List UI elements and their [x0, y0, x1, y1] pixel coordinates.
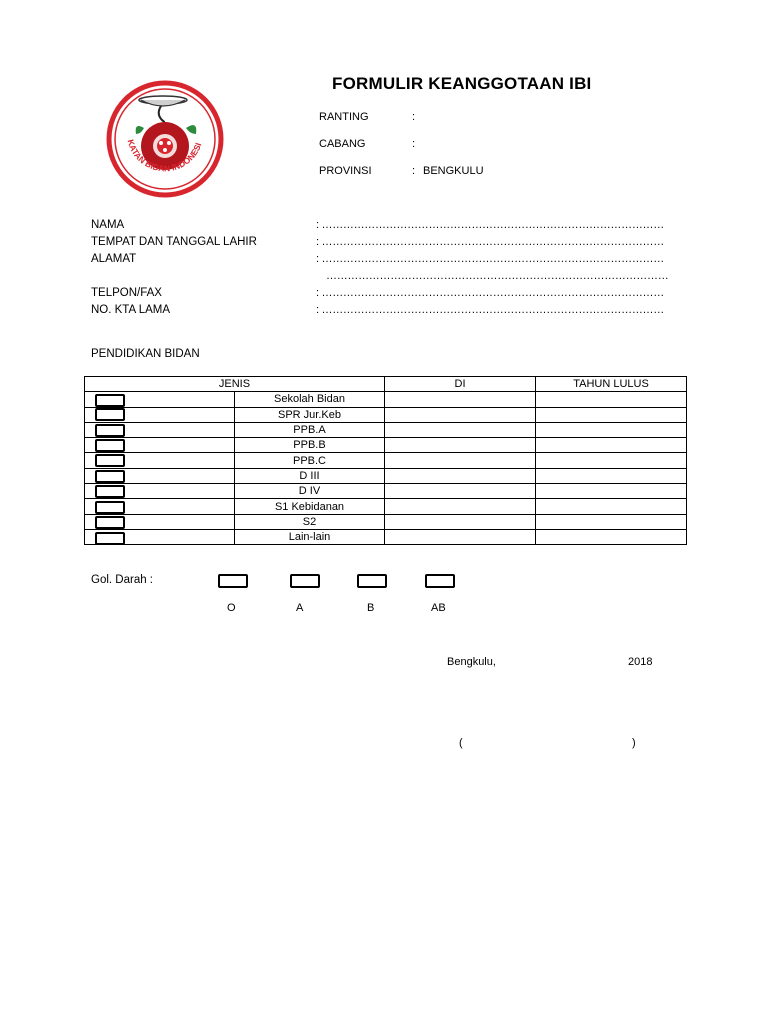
provinsi-colon: :	[412, 165, 416, 177]
table-row	[85, 392, 687, 407]
blood-type-o-label: O	[227, 602, 236, 614]
di-cell[interactable]	[385, 422, 536, 437]
checkbox-d-iv[interactable]	[95, 485, 125, 498]
table-row	[85, 484, 687, 499]
jenis-cell: PPB.A	[235, 422, 385, 437]
checkbox-sekolah-bidan[interactable]	[95, 394, 125, 407]
kta-field[interactable]: : ……………………………………………………………………………………	[316, 304, 664, 316]
di-cell[interactable]	[385, 514, 536, 529]
table-row	[85, 468, 687, 483]
form-title: FORMULIR KEANGGOTAAN IBI	[332, 74, 592, 93]
header-tahun-lulus: TAHUN LULUS	[536, 377, 687, 392]
jenis-cell: Lain-lain	[235, 529, 385, 544]
table-row	[85, 499, 687, 514]
telpon-label: TELPON/FAX	[91, 287, 162, 299]
jenis-cell: Sekolah Bidan	[235, 392, 385, 407]
tahun-cell[interactable]	[536, 453, 687, 468]
checkbox-ppb-c[interactable]	[95, 454, 125, 467]
nama-label: NAMA	[91, 219, 125, 231]
di-cell[interactable]	[385, 407, 536, 422]
ranting-colon: :	[412, 111, 416, 123]
ranting-label: RANTING	[319, 111, 369, 123]
signature-open-paren: (	[459, 737, 463, 749]
jenis-cell: PPB.C	[235, 453, 385, 468]
checkbox-s2[interactable]	[95, 516, 125, 529]
tahun-cell[interactable]	[536, 438, 687, 453]
jenis-cell: S1 Kebidanan	[235, 499, 385, 514]
ibi-logo	[106, 80, 224, 198]
signature-year: 2018	[628, 656, 653, 668]
table-row	[85, 514, 687, 529]
tahun-cell[interactable]	[536, 484, 687, 499]
alamat-field-line2[interactable]: ……………………………………………………………………………………	[326, 270, 669, 282]
signature-place: Bengkulu,	[447, 656, 496, 668]
blood-type-a-checkbox[interactable]	[290, 574, 320, 588]
table-header-row	[85, 377, 687, 392]
checkbox-ppb-a[interactable]	[95, 424, 125, 437]
jenis-cell: D IV	[235, 484, 385, 499]
tahun-cell[interactable]	[536, 468, 687, 483]
table-row	[85, 453, 687, 468]
tahun-cell[interactable]	[536, 529, 687, 544]
table-row	[85, 422, 687, 437]
di-cell[interactable]	[385, 468, 536, 483]
header-di: DI	[385, 377, 536, 392]
tahun-cell[interactable]	[536, 514, 687, 529]
blood-type-b-checkbox[interactable]	[357, 574, 387, 588]
telpon-field[interactable]: : ……………………………………………………………………………………	[316, 287, 664, 299]
blood-type-ab-checkbox[interactable]	[425, 574, 455, 588]
blood-type-a-label: A	[296, 602, 304, 614]
ttl-label: TEMPAT DAN TANGGAL LAHIR	[91, 236, 257, 248]
blood-type-ab-label: AB	[431, 602, 446, 614]
header-jenis: JENIS	[85, 377, 385, 392]
nama-field[interactable]: : ……………………………………………………………………………………	[316, 219, 664, 231]
di-cell[interactable]	[385, 484, 536, 499]
tahun-cell[interactable]	[536, 499, 687, 514]
alamat-field[interactable]: : ……………………………………………………………………………………	[316, 253, 664, 265]
blood-type-b-label: B	[367, 602, 375, 614]
jenis-cell: D III	[235, 468, 385, 483]
table-row	[85, 407, 687, 422]
education-section-title: PENDIDIKAN BIDAN	[91, 348, 200, 360]
tahun-cell[interactable]	[536, 422, 687, 437]
logo-text: KATAN BIDAN INDONESI	[125, 138, 204, 174]
cabang-colon: :	[412, 138, 416, 150]
jenis-cell: S2	[235, 514, 385, 529]
tahun-cell[interactable]	[536, 407, 687, 422]
di-cell[interactable]	[385, 499, 536, 514]
di-cell[interactable]	[385, 438, 536, 453]
checkbox-s1-kebidanan[interactable]	[95, 501, 125, 514]
provinsi-value[interactable]: BENGKULU	[423, 165, 484, 177]
ibi-logo-graphic	[106, 80, 224, 198]
ttl-field[interactable]: : ……………………………………………………………………………………	[316, 236, 664, 248]
checkbox-spr-jur-keb[interactable]	[95, 408, 125, 421]
table-row	[85, 438, 687, 453]
jenis-cell: PPB.B	[235, 438, 385, 453]
checkbox-ppb-b[interactable]	[95, 439, 125, 452]
alamat-label: ALAMAT	[91, 253, 137, 265]
checkbox-d-iii[interactable]	[95, 470, 125, 483]
cabang-label: CABANG	[319, 138, 366, 150]
jenis-cell: SPR Jur.Keb	[235, 407, 385, 422]
di-cell[interactable]	[385, 529, 536, 544]
kta-label: NO. KTA LAMA	[91, 304, 171, 316]
provinsi-label: PROVINSI	[319, 165, 372, 177]
table-row	[85, 529, 687, 544]
signature-close-paren: )	[632, 737, 636, 749]
blood-type-o-checkbox[interactable]	[218, 574, 248, 588]
di-cell[interactable]	[385, 453, 536, 468]
tahun-cell[interactable]	[536, 392, 687, 407]
education-table	[84, 376, 687, 545]
blood-type-label: Gol. Darah :	[91, 574, 153, 586]
checkbox-lain-lain[interactable]	[95, 532, 125, 545]
di-cell[interactable]	[385, 392, 536, 407]
